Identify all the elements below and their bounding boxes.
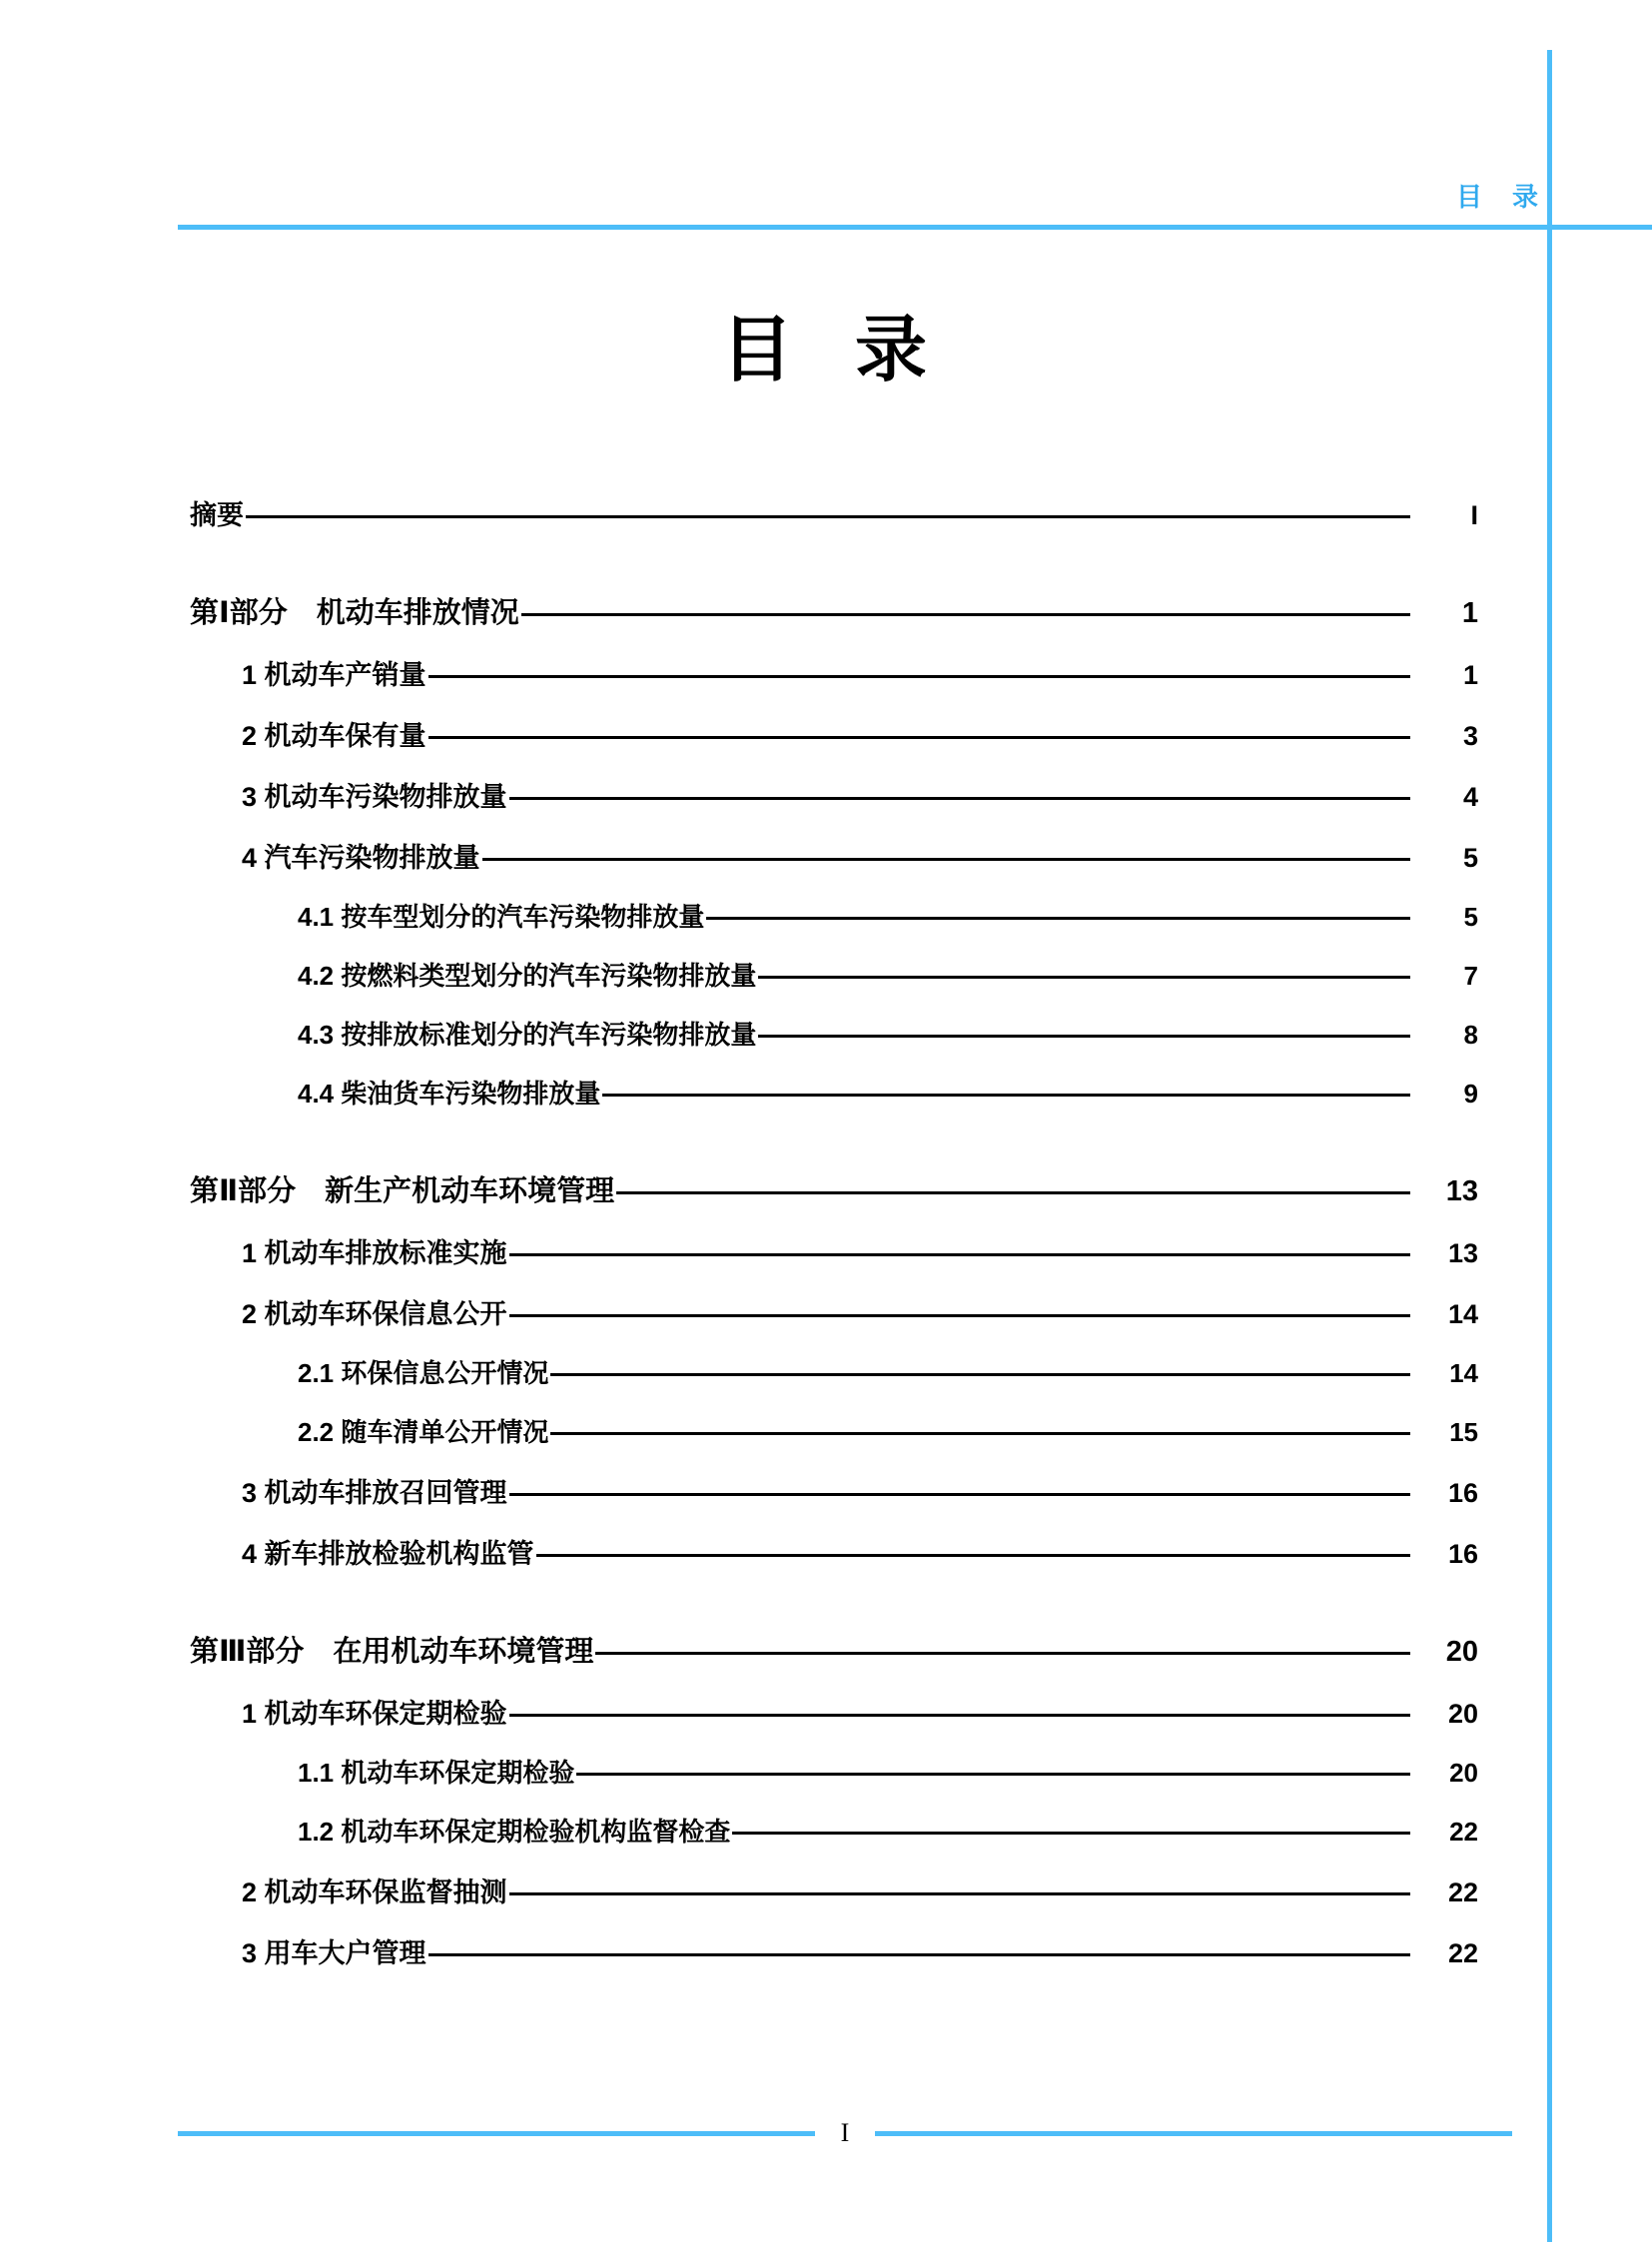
toc-leader-line bbox=[246, 515, 1410, 516]
toc-entry[interactable] bbox=[242, 1532, 1478, 1571]
toc-entry[interactable] bbox=[298, 1812, 1478, 1849]
toc-entry-page-number: 7 bbox=[1463, 961, 1478, 991]
toc-leader-line bbox=[758, 976, 1410, 977]
toc-entry-page-number: 8 bbox=[1463, 1020, 1478, 1050]
toc-entry-page-number: 9 bbox=[1463, 1079, 1478, 1109]
toc-entry-label: 摘要 bbox=[190, 500, 244, 530]
toc-leader-line bbox=[616, 1191, 1410, 1192]
toc-entry-label: 1 机动车排放标准实施 bbox=[242, 1238, 507, 1268]
toc-entry-label: 2 机动车环保监督抽测 bbox=[242, 1877, 507, 1907]
toc-entry-label: 4.3 按排放标准划分的汽车污染物排放量 bbox=[298, 1020, 757, 1050]
toc-entry-label: 4 新车排放检验机构监管 bbox=[242, 1539, 534, 1569]
toc-entry[interactable] bbox=[298, 1353, 1478, 1390]
toc-entry-label: 3 机动车污染物排放量 bbox=[242, 782, 507, 812]
toc-entry-label: 1 机动车环保定期检验 bbox=[242, 1699, 507, 1729]
toc-entry-label: 第Ⅱ部分 新生产机动车环境管理 bbox=[190, 1175, 615, 1207]
toc-entry-page-number: 13 bbox=[1447, 1238, 1478, 1268]
footer-rule-right bbox=[875, 2131, 1512, 2136]
toc-leader-line bbox=[509, 1314, 1410, 1315]
toc-entry-label: 3 机动车排放召回管理 bbox=[242, 1478, 507, 1508]
toc-leader-line bbox=[576, 1773, 1410, 1774]
toc-leader-line bbox=[482, 858, 1410, 859]
toc-entry-label: 2.1 环保信息公开情况 bbox=[298, 1358, 549, 1388]
toc-entry-label: 3 用车大户管理 bbox=[242, 1938, 426, 1968]
header-horizontal-rule bbox=[178, 225, 1652, 230]
toc-entry-page-number: 16 bbox=[1447, 1478, 1478, 1508]
toc-entry[interactable] bbox=[190, 493, 1478, 532]
toc-entry-page-number: 16 bbox=[1447, 1539, 1478, 1569]
footer-rule-left bbox=[178, 2131, 815, 2136]
toc-entry[interactable] bbox=[190, 590, 1478, 631]
toc-entry[interactable] bbox=[242, 1931, 1478, 1970]
toc-entry-page-number: 5 bbox=[1463, 902, 1478, 932]
toc-entry[interactable] bbox=[298, 897, 1478, 934]
toc-entry-label: 1 机动车产销量 bbox=[242, 660, 426, 690]
toc-entry[interactable] bbox=[242, 775, 1478, 814]
toc-entry-page-number: 14 bbox=[1449, 1358, 1478, 1388]
toc-entry-page-number: 20 bbox=[1449, 1758, 1478, 1788]
toc-leader-line bbox=[550, 1373, 1410, 1374]
toc-entry[interactable] bbox=[298, 1753, 1478, 1790]
toc-leader-line bbox=[550, 1432, 1410, 1433]
toc-entry-label: 1.1 机动车环保定期检验 bbox=[298, 1758, 575, 1788]
toc-entry[interactable] bbox=[190, 1629, 1478, 1670]
toc-leader-line bbox=[509, 797, 1410, 798]
toc-entry[interactable] bbox=[242, 1692, 1478, 1731]
toc-entry-label: 2.2 随车清单公开情况 bbox=[298, 1417, 549, 1447]
toc-entry-label: 4 汽车污染物排放量 bbox=[242, 843, 480, 873]
toc-leader-line bbox=[595, 1652, 1410, 1653]
toc-entry[interactable] bbox=[242, 1292, 1478, 1331]
toc-entry-label: 2 机动车环保信息公开 bbox=[242, 1299, 507, 1329]
toc-entry-page-number: 3 bbox=[1462, 721, 1478, 751]
toc-entry[interactable] bbox=[242, 836, 1478, 875]
toc-entry-page-number: I bbox=[1470, 500, 1478, 530]
toc-leader-line bbox=[758, 1035, 1410, 1036]
toc-leader-line bbox=[732, 1832, 1410, 1833]
running-head: 目 录 bbox=[1455, 182, 1540, 212]
toc-leader-line bbox=[521, 613, 1410, 614]
toc-leader-line bbox=[509, 1253, 1410, 1254]
toc-entry[interactable] bbox=[242, 1231, 1478, 1270]
toc-entry-page-number: 5 bbox=[1462, 843, 1478, 873]
toc-entry-page-number: 20 bbox=[1447, 1699, 1478, 1729]
toc-leader-line bbox=[428, 1953, 1410, 1954]
toc-entry-page-number: 22 bbox=[1449, 1817, 1478, 1847]
toc-entry-page-number: 13 bbox=[1445, 1175, 1478, 1207]
toc-entry-label: 4.2 按燃料类型划分的汽车污染物排放量 bbox=[298, 961, 757, 991]
page-title-char-right: 录 bbox=[855, 311, 932, 390]
toc-entry-label: 4.4 柴油货车污染物排放量 bbox=[298, 1079, 601, 1109]
toc-leader-line bbox=[602, 1094, 1410, 1095]
footer-page-number: I bbox=[840, 2118, 850, 2147]
toc-leader-line bbox=[428, 675, 1410, 676]
toc-entry-label: 4.1 按车型划分的汽车污染物排放量 bbox=[298, 902, 705, 932]
toc-entry-page-number: 22 bbox=[1447, 1938, 1478, 1968]
toc-leader-line bbox=[509, 1892, 1410, 1893]
toc-entry-label: 第Ⅲ部分 在用机动车环境管理 bbox=[190, 1636, 594, 1668]
toc-entry-page-number: 1 bbox=[1462, 660, 1478, 690]
toc-entry-page-number: 1 bbox=[1461, 597, 1478, 629]
toc-entry[interactable] bbox=[298, 956, 1478, 993]
toc-leader-line bbox=[536, 1554, 1410, 1555]
toc-entry-page-number: 20 bbox=[1445, 1636, 1478, 1668]
page-footer bbox=[178, 2120, 1512, 2146]
toc-entry[interactable] bbox=[298, 1412, 1478, 1449]
toc-entry[interactable] bbox=[242, 653, 1478, 692]
toc-leader-line bbox=[509, 1493, 1410, 1494]
toc-entry-label: 1.2 机动车环保定期检验机构监督检查 bbox=[298, 1817, 731, 1847]
toc-entry-page-number: 22 bbox=[1447, 1877, 1478, 1907]
page-title-char-left: 目 bbox=[720, 311, 797, 390]
toc-entry[interactable] bbox=[242, 1471, 1478, 1510]
page-title bbox=[0, 292, 1652, 395]
toc-leader-line bbox=[509, 1714, 1410, 1715]
toc-entry[interactable] bbox=[242, 714, 1478, 753]
toc-entry[interactable] bbox=[190, 1168, 1478, 1209]
toc-entry-page-number: 4 bbox=[1462, 782, 1478, 812]
toc-entry-label: 2 机动车保有量 bbox=[242, 721, 426, 751]
toc-entry[interactable] bbox=[298, 1074, 1478, 1111]
toc-entry-label: 第Ⅰ部分 机动车排放情况 bbox=[190, 597, 519, 629]
toc-entry-page-number: 15 bbox=[1449, 1417, 1478, 1447]
toc-leader-line bbox=[706, 917, 1410, 918]
toc-entry[interactable] bbox=[242, 1870, 1478, 1909]
toc-leader-line bbox=[428, 736, 1410, 737]
toc-entry[interactable] bbox=[298, 1015, 1478, 1052]
table-of-contents bbox=[190, 493, 1478, 1992]
toc-entry-page-number: 14 bbox=[1447, 1299, 1478, 1329]
